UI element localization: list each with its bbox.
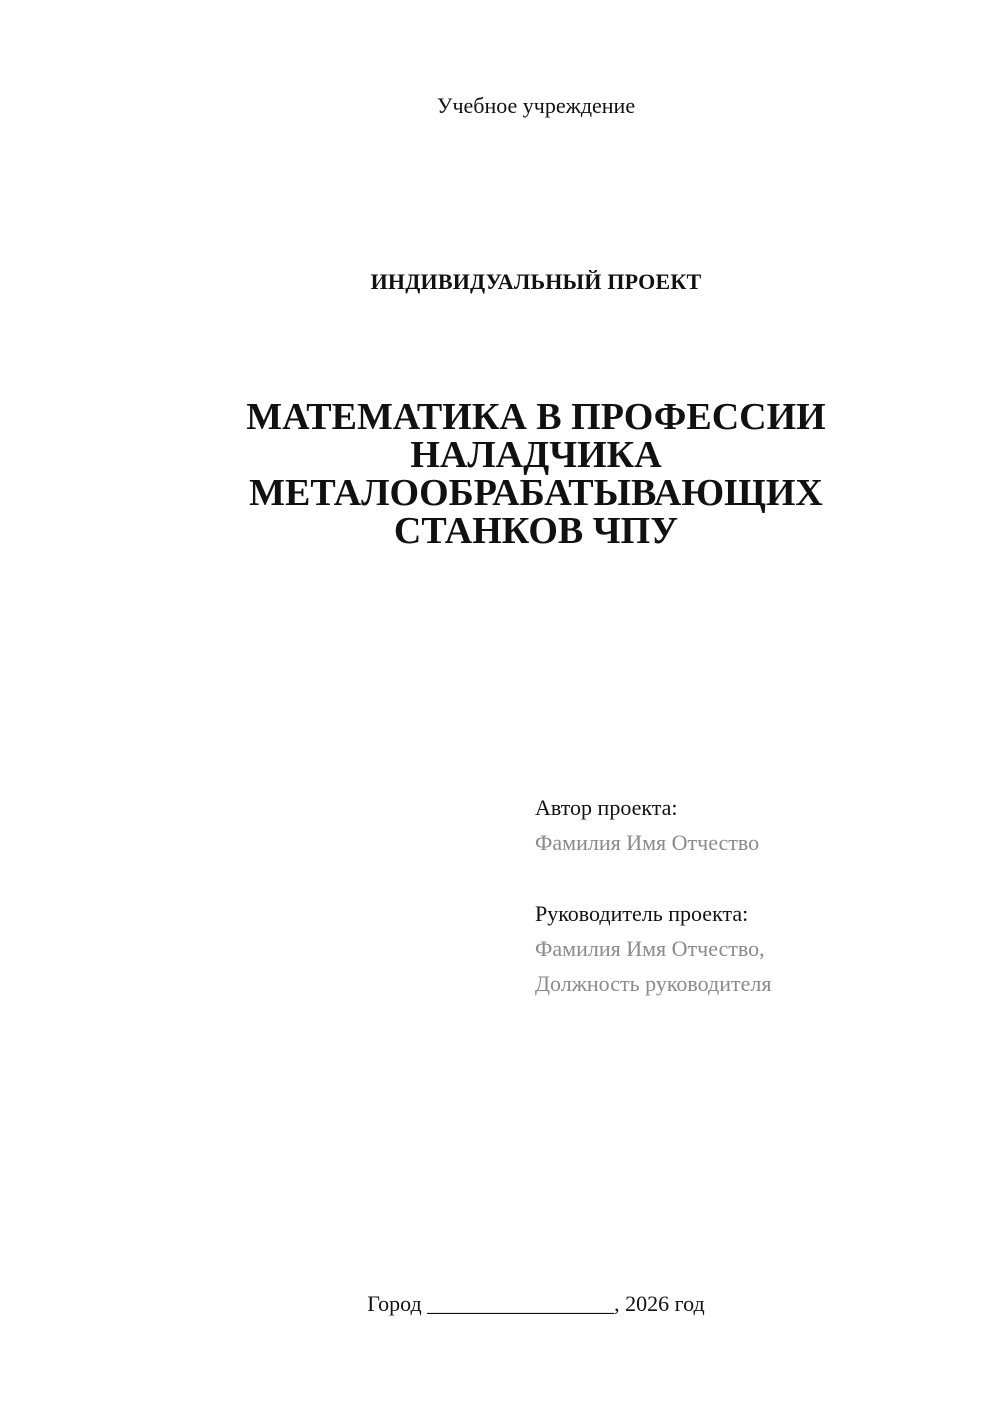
author-name: Фамилия Имя Отчество bbox=[535, 830, 760, 855]
institution-name: Учебное учреждение bbox=[436, 93, 636, 118]
city-year-line: Город _________________, 2026 год bbox=[367, 1291, 705, 1316]
title-line: СТАНКОВ ЧПУ bbox=[393, 510, 679, 552]
document-type-heading: ИНДИВИДУАЛЬНЫЙ ПРОЕКТ bbox=[370, 269, 702, 294]
supervisor-position: Должность руководителя bbox=[535, 971, 772, 996]
supervisor-label: Руководитель проекта: bbox=[535, 901, 749, 926]
authors-block bbox=[535, 790, 975, 1001]
title-line: МАТЕМАТИКА В ПРОФЕССИИ bbox=[246, 396, 826, 438]
title-line: МЕТАЛООБРАБАТЫВАЮЩИХ bbox=[249, 472, 823, 514]
supervisor-name: Фамилия Имя Отчество, bbox=[535, 936, 765, 961]
author-label: Автор проекта: bbox=[535, 795, 678, 820]
spacer bbox=[535, 860, 975, 896]
title-line: НАЛАДЧИКА bbox=[410, 434, 662, 476]
project-title bbox=[0, 398, 1000, 550]
